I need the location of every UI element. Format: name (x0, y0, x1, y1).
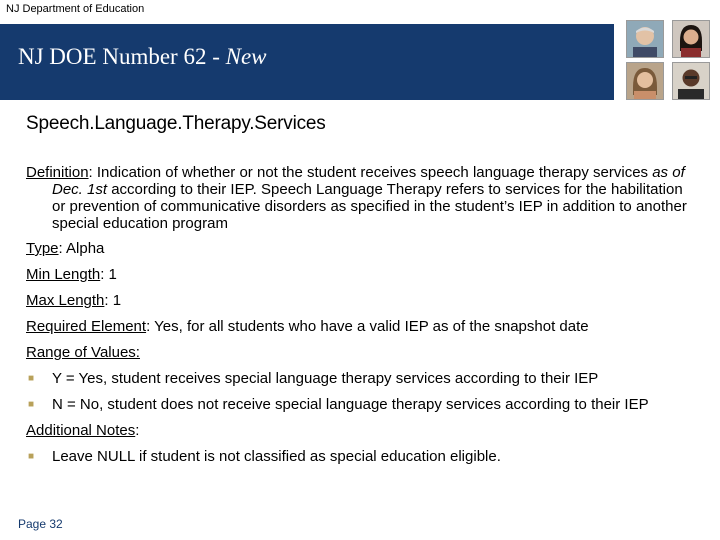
field-details (26, 164, 694, 474)
type-row (26, 240, 694, 257)
field-name-heading: Speech.Language.Therapy.Services (26, 113, 326, 134)
required-row (26, 318, 694, 335)
notes-suffix: : (135, 422, 140, 439)
slide-title-main: NJ DOE Number 62 - (18, 44, 226, 69)
square-bullet-icon: ■ (28, 399, 35, 410)
required-label: Required Element (26, 318, 147, 335)
type-value: : Alpha (58, 240, 105, 257)
page-number: Page 32 (18, 517, 63, 531)
max-length-label: Max Length (26, 292, 105, 309)
max-length-value: : 1 (104, 292, 122, 309)
definition-text-a: : Indication of whether or not the student receives speech language therapy services (88, 164, 653, 181)
slide-title-new: New (225, 44, 267, 69)
range-value-y: Y = Yes, student receives special language therapy services according to their IEP (52, 370, 599, 387)
notes-heading (26, 422, 694, 439)
list-item (26, 396, 694, 413)
definition-text-italic: as of Dec. 1st (52, 164, 685, 198)
staff-photo-1 (626, 20, 664, 58)
definition-label: Definition (26, 164, 89, 181)
definition-text-b: according to their IEP. Speech Language Therapy refers to services for the habilitation or prevention of communicative disorders as specified in the student’s IEP in addition to another special education program (52, 181, 687, 232)
notes-label: Additional Notes (26, 422, 136, 439)
slide-title (18, 44, 267, 70)
staff-photo-4 (672, 62, 710, 100)
max-length-row (26, 292, 694, 309)
range-value-n: N = No, student does not receive special language therapy services according to their IEP (52, 396, 649, 413)
staff-photo-2 (672, 20, 710, 58)
type-label: Type (26, 240, 59, 257)
title-banner (0, 24, 720, 100)
min-length-label: Min Length (26, 266, 101, 283)
list-item (26, 448, 694, 465)
list-item (26, 370, 694, 387)
square-bullet-icon: ■ (28, 373, 35, 384)
min-length-value: : 1 (100, 266, 117, 283)
range-heading (26, 344, 694, 361)
required-value: : Yes, for all students who have a valid IEP as of the snapshot date (146, 318, 589, 335)
staff-photo-3 (626, 62, 664, 100)
range-label: Range of Values: (26, 344, 140, 361)
min-length-row (26, 266, 694, 283)
definition-paragraph (26, 164, 694, 232)
note-item: Leave NULL if student is not classified as special education eligible. (52, 448, 501, 465)
org-name: NJ Department of Education (6, 3, 145, 15)
square-bullet-icon: ■ (28, 451, 35, 462)
staff-photo-panel (614, 10, 720, 102)
